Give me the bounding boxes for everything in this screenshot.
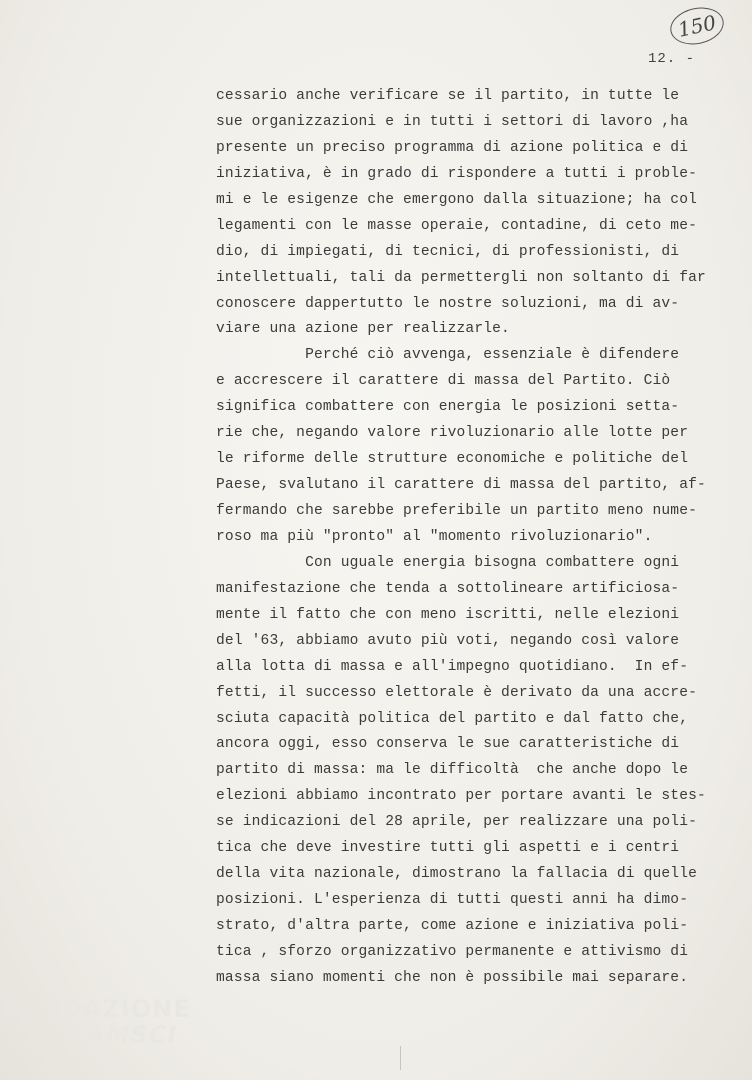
text-line: sciuta capacità politica del partito e dal fatto che,: [216, 710, 689, 727]
text-line: tica , sforzo organizzativo permanente e attivismo di: [216, 943, 689, 960]
text-line: mi e le esigenze che emergono dalla situazione; ha col: [216, 191, 698, 208]
text-line: viare una azione per realizzarle.: [216, 321, 510, 338]
text-line: Perché ciò avvenga, essenziale è difendere: [216, 347, 680, 364]
archive-number: 150: [675, 10, 719, 42]
text-line: cessario anche verificare se il partito, in tutte le: [216, 88, 680, 104]
text-line: del '63, abbiamo avuto più voti, negando così valore: [216, 632, 680, 649]
archive-watermark: [2, 996, 192, 1066]
watermark-line-1: FONDAZIONE: [2, 995, 191, 1023]
text-line: elezioni abbiamo incontrato per portare avanti le stes-: [216, 788, 706, 805]
text-line: le riforme delle strutture economiche e politiche del: [216, 451, 689, 468]
text-line: legamenti con le masse operaie, contadine, di ceto me-: [216, 217, 698, 234]
text-line: intellettuali, tali da permettergli non soltanto di far: [216, 269, 706, 286]
text-line: posizioni. L'esperienza di tutti questi anni ha dimo-: [216, 892, 689, 909]
text-line: e accrescere il carattere di massa del Partito. Ciò: [216, 373, 671, 390]
text-line: manifestazione che tenda a sottolineare artificiosa-: [216, 580, 680, 597]
page-number: 12. -: [648, 51, 696, 67]
text-line: mente il fatto che con meno iscritti, nelle elezioni: [216, 606, 680, 623]
text-line: tica che deve investire tutti gli aspetti e i centri: [216, 840, 680, 857]
text-line: conoscere dappertutto le nostre soluzioni, ma di av-: [216, 295, 680, 312]
text-line: massa siano momenti che non è possibile mai separare.: [216, 969, 689, 986]
text-line: fermando che sarebbe preferibile un partito meno nume-: [216, 503, 698, 519]
text-line: partito di massa: ma le difficoltà che anche dopo le: [216, 762, 689, 779]
text-line: rie che, negando valore rivoluzionario alle lotte per: [216, 425, 689, 442]
paper-mark: [400, 1046, 401, 1070]
text-line: strato, d'altra parte, come azione e iniziativa poli-: [216, 918, 689, 934]
text-line: fetti, il successo elettorale è derivato da una accre-: [216, 684, 698, 701]
text-line: alla lotta di massa e all'impegno quotidiano. In ef-: [216, 658, 689, 675]
typewritten-body: [216, 84, 736, 992]
text-line: dio, di impiegati, di tecnici, di professionisti, di: [216, 243, 680, 260]
text-line: roso ma più "pronto" al "momento rivoluzionario".: [216, 528, 653, 545]
text-line: Paese, svalutano il carattere di massa del partito, af-: [216, 477, 706, 494]
text-line: della vita nazionale, dimostrano la fallacia di quelle: [216, 866, 698, 883]
text-line: Con uguale energia bisogna combattere ogni: [216, 554, 680, 571]
archive-number-stamp: [667, 3, 727, 49]
text-line: presente un preciso programma di azione politica e di: [216, 139, 689, 156]
text-line: iniziativa, è in grado di rispondere a tutti i proble-: [216, 165, 698, 182]
text-line: ancora oggi, esso conserva le sue caratteristiche di: [216, 736, 680, 753]
text-line: significa combattere con energia le posizioni setta-: [216, 399, 680, 416]
text-line: se indicazioni del 28 aprile, per realizzare una poli-: [216, 814, 698, 831]
text-line: sue organizzazioni e in tutti i settori di lavoro ,ha: [216, 113, 689, 130]
watermark-line-2: GRAMSCI: [46, 1021, 178, 1049]
